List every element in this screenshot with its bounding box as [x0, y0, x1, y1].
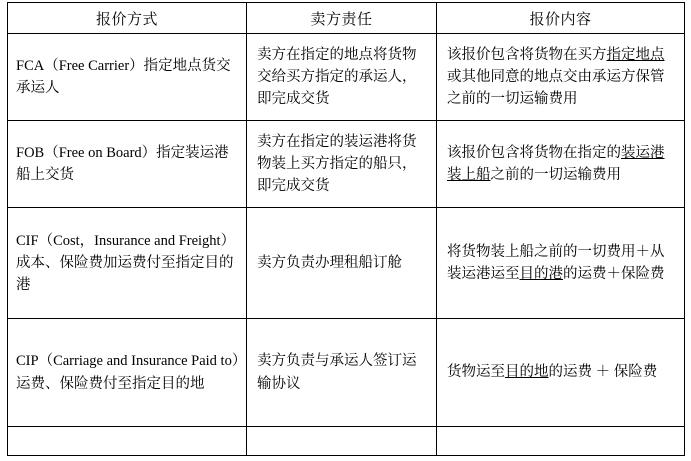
cell-duty-text: 卖方在指定的地点将货物交给买方指定的承运人，即完成交货	[257, 46, 417, 108]
cell-content	[437, 34, 685, 121]
cell-duty-text: 卖方负责与承运人签订运输协议	[257, 353, 417, 392]
column-header-duty: 卖方责任	[247, 3, 437, 34]
trade-terms-table	[7, 2, 685, 456]
cell-term	[8, 121, 247, 208]
content-segment: 将货物装上船之前的一切费用＋从装运港运至	[447, 243, 665, 282]
cell-content	[437, 319, 685, 427]
content-segment: 的运费 ＋ 保险费	[548, 364, 658, 381]
content-segment: 的运费＋保险费	[563, 266, 665, 282]
document-page	[0, 2, 691, 461]
cell-duty-text: 卖方在指定的装运港将货物装上买方指定的船只，即完成交货	[257, 133, 417, 195]
content-segment: 或其他同意的地点交由承运方保管之前的一切运输费用	[447, 68, 665, 108]
content-segment: 该报价包含将货物在指定的	[447, 144, 621, 161]
content-segment: 之前的一切运输费用	[490, 167, 621, 183]
content-segment-underlined: 指定地点	[606, 46, 665, 63]
cell-term-text: CIP（Carriage and Insurance Paid to）运费、保险费付至指定目的地	[16, 353, 240, 392]
cell-duty	[247, 34, 437, 121]
content-segment: 货物运至	[447, 364, 505, 381]
cell-duty	[247, 208, 437, 319]
content-segment-underlined: 装运港装上船	[447, 144, 665, 183]
content-segment-underlined: 目的港	[519, 266, 563, 282]
table-header-row	[8, 3, 685, 34]
cell-content-text	[437, 135, 684, 193]
table-row-partial	[8, 427, 685, 456]
cell-term	[8, 34, 247, 121]
cell-term	[8, 319, 247, 427]
cell-content-text	[437, 234, 684, 292]
table-row	[8, 319, 685, 427]
cell-term-text: FOB（Free on Board）指定装运港船上交货	[16, 144, 229, 183]
cell-content	[437, 121, 685, 208]
cell-content	[437, 208, 685, 319]
cell-content-text	[437, 354, 684, 390]
table-row	[8, 208, 685, 319]
content-segment-underlined: 目的地	[505, 364, 549, 381]
cell-term-text: FCA（Free Carrier）指定地点货交承运人	[16, 57, 231, 96]
cell-duty-text: 卖方负责办理租船订舱	[257, 254, 402, 271]
table-row	[8, 34, 685, 121]
column-header-term: 报价方式	[8, 3, 247, 34]
table-row	[8, 121, 685, 208]
cell-term-text: CIF（Cost，Insurance and Freight）成本、保险费加运费付至指定目的港	[16, 232, 236, 294]
cell-term-empty	[8, 427, 247, 456]
cell-term	[8, 208, 247, 319]
column-header-content: 报价内容	[437, 3, 685, 34]
cell-duty	[247, 121, 437, 208]
cell-duty	[247, 319, 437, 427]
table-header	[8, 3, 685, 34]
cell-content-text	[437, 37, 684, 117]
content-segment: 该报价包含将货物在买方	[447, 46, 607, 63]
cell-duty-empty	[247, 427, 437, 456]
cell-content-empty	[437, 427, 685, 456]
table-body	[8, 34, 685, 456]
